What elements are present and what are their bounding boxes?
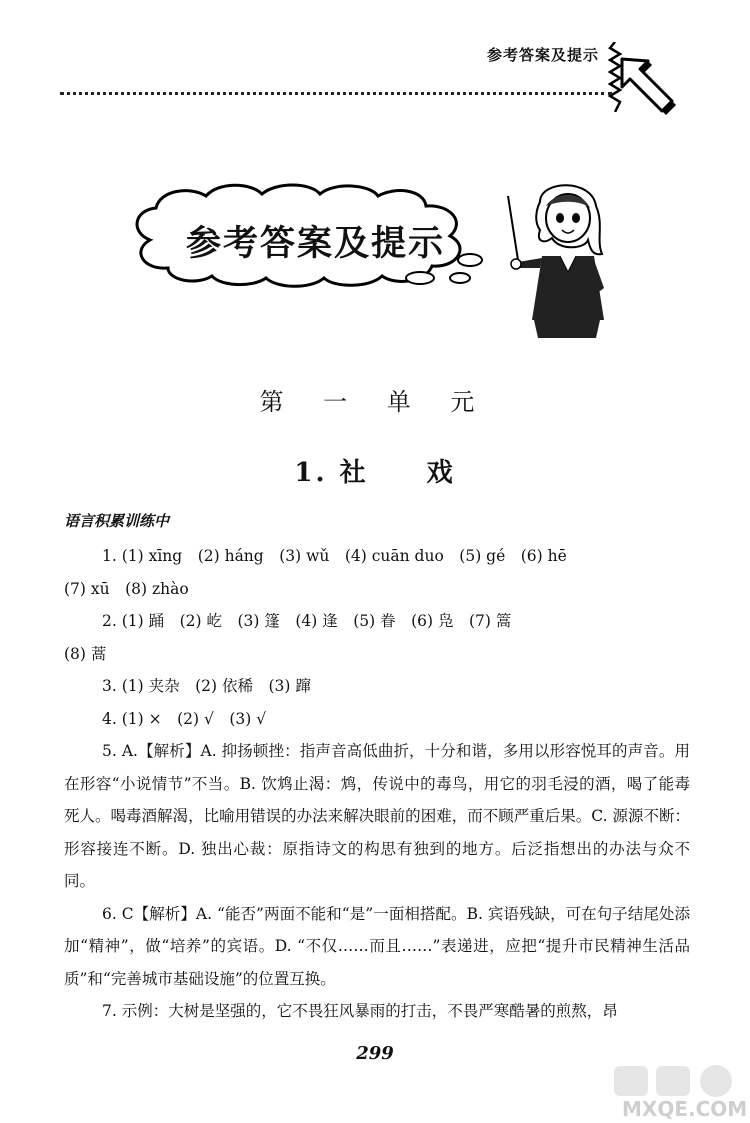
- lesson-title: 1. 社 戏: [294, 458, 456, 488]
- answer-item: 2. (1) 踊 (2) 屹 (3) 篷 (4) 逢 (5) 眷 (6) 凫 (7) 篙: [102, 612, 512, 630]
- watermark-logo: [612, 1062, 742, 1100]
- answer-item: 3. (1) 夹杂 (2) 依稀 (3) 蹿: [102, 677, 311, 695]
- answer-item: 4. (1) × (2) √ (3) √: [102, 709, 267, 728]
- arrow-icon: [618, 55, 676, 115]
- answer-item: 6. C【解析】A. “能否”两面不能和“是”一面相搭配。B. 宾语残缺，可在句子结尾处添加“精神”，做“培养”的宾语。D. “不仅……而且……”表递进，应把“提升市民精神生活品质”和“完善城市基础设施”的位置互换。: [64, 904, 690, 988]
- page-header-title: 参考答案及提示: [487, 46, 600, 64]
- unit-title: 第 一 单 元: [259, 388, 491, 416]
- watermark-text: MXQE.COM: [622, 1097, 748, 1121]
- page-number: 299: [356, 1043, 394, 1064]
- banner-title: 参考答案及提示: [186, 224, 446, 264]
- answer-item: 7. 示例：大树是坚强的，它不畏狂风暴雨的打击，不畏严寒酷暑的煎熬，昂: [102, 1002, 618, 1020]
- header-divider: [60, 92, 612, 95]
- answer-item: (8) 蒿: [64, 644, 107, 663]
- answer-item: 1. (1) xīng (2) háng (3) wǔ (4) cuān duo (5) gé (6) hē: [102, 547, 567, 565]
- teacher-illustration: [500, 170, 610, 345]
- answer-list: [64, 540, 690, 1028]
- answer-item: (7) xū (8) zhào: [64, 579, 189, 598]
- section-heading: 语言积累训练中: [64, 512, 170, 530]
- answer-item: 5. A.【解析】A. 抑扬顿挫：指声音高低曲折，十分和谐，多用以形容悦耳的声音。用在形容“小说情节”不当。B. 饮鸩止渴：鸩，传说中的毒鸟，用它的羽毛浸的酒，喝了能毒死人。喝毒酒解渴，比喻用错误的办法来解决眼前的困难，而不顾严重后果。C. 源源不断：形容接连不断。D. 独出心裁：原指诗文的构思有独到的地方。后泛指想出的办法与众不同。: [64, 742, 690, 890]
